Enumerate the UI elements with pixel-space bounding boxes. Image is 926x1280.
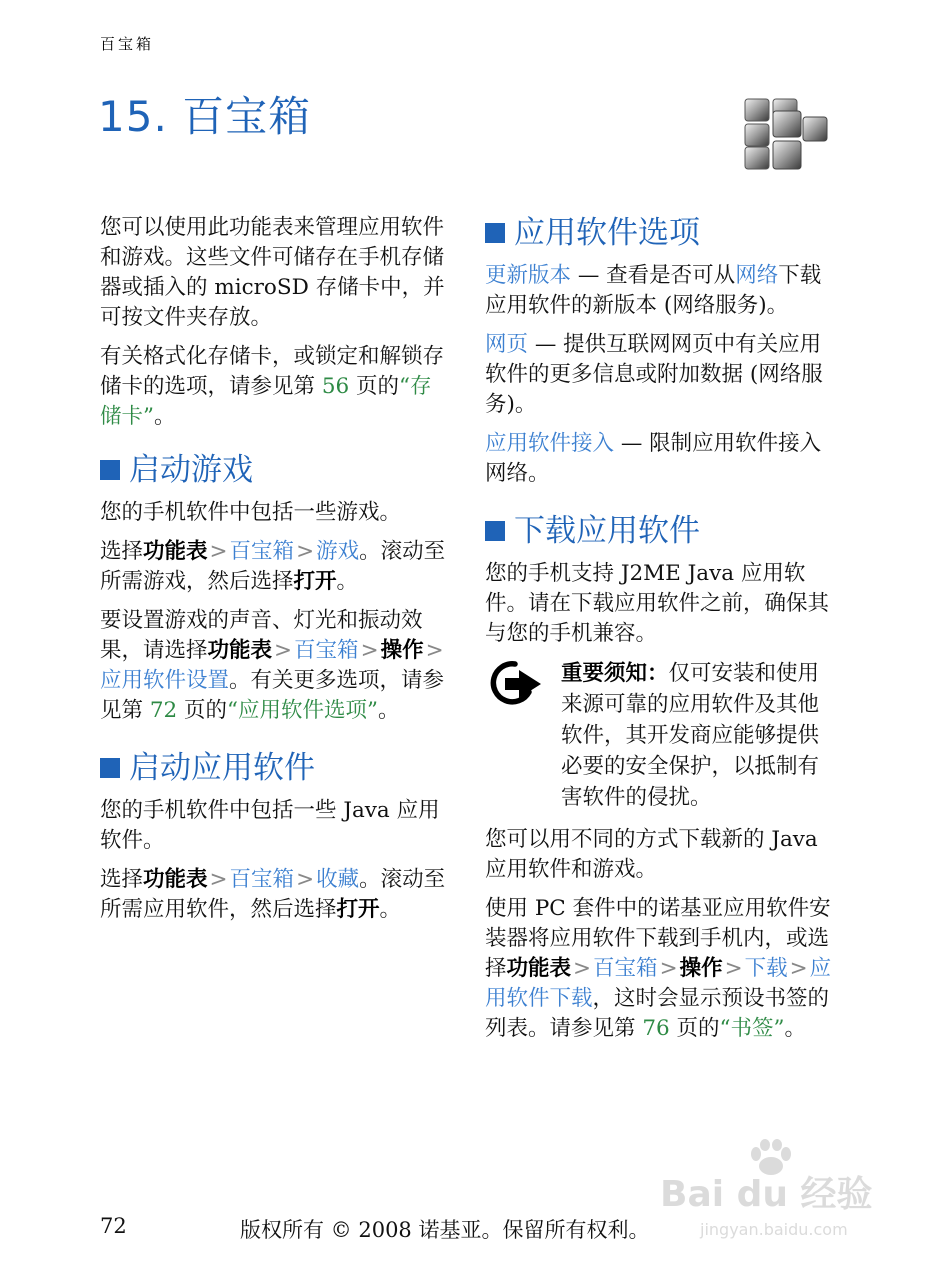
web-page-term[interactable]: 网页 <box>485 332 529 357</box>
menu-path-toolbox[interactable]: 百宝箱 <box>294 638 359 663</box>
heading-square-icon <box>100 758 120 778</box>
heading-square-icon <box>100 460 120 480</box>
option-web-page: 网页 — 提供互联网网页中有关应用软件的更多信息或附加数据 (网络服务)。 <box>485 332 823 417</box>
copyright-notice: 版权所有 © 2008 诺基亚。保留所有权利。 <box>240 1218 650 1242</box>
games-paragraph-2: 选择功能表>百宝箱>游戏。滚动至所需游戏，然后选择打开。 <box>100 539 446 594</box>
right-column <box>485 213 835 1053</box>
memory-card-reference[interactable]: “存储卡” <box>100 374 432 429</box>
apps-paragraph-1: 您的手机软件中包括一些 Java 应用软件。 <box>100 798 440 853</box>
games-paragraph-3: 要设置游戏的声音、灯光和振动效果，请选择功能表>百宝箱>操作>应用软件设置。有关更多选项，请参见第 72 页的“应用软件选项”。 <box>100 608 445 723</box>
menu-path-app-download[interactable]: 应用软件下载 <box>485 956 832 1011</box>
intro-storage-reference: 有关格式化存储卡，或锁定和解锁存储卡的选项，请参见第 56 页的“存储卡”。 <box>100 344 445 429</box>
bookmarks-reference[interactable]: “书签” <box>719 1016 785 1041</box>
download-paragraph-2: 您可以用不同的方式下载新的 Java 应用软件和游戏。 <box>485 827 818 882</box>
menu-path-download[interactable]: 下载 <box>744 956 788 981</box>
running-header: 百宝箱 <box>100 35 155 53</box>
app-options-heading: 应用软件选项 <box>485 213 835 253</box>
apps-paragraph-2: 选择功能表>百宝箱>收藏。滚动至所需应用软件，然后选择打开。 <box>100 867 446 922</box>
app-access-term[interactable]: 应用软件接入 <box>485 431 615 456</box>
heading-square-icon <box>485 223 505 243</box>
download-paragraph-1: 您的手机支持 J2ME Java 应用软件。请在下载应用软件之前，确保其与您的手机兼容。 <box>485 561 830 646</box>
download-paragraph-3: 使用 PC 套件中的诺基亚应用软件安装器将应用软件下载到手机内，或选择功能表>百宝箱>操作>下载>应用软件下载，这时会显示预设书签的列表。请参见第 76 页的“书签”。 <box>485 896 832 1041</box>
menu-path-app-settings[interactable]: 应用软件设置 <box>100 668 230 693</box>
games-heading: 启动游戏 <box>100 450 450 490</box>
apps-heading: 启动应用软件 <box>100 748 450 788</box>
menu-path-games[interactable]: 游戏 <box>316 539 360 564</box>
download-heading: 下载应用软件 <box>485 511 835 551</box>
left-column <box>100 213 450 934</box>
page-number: 72 <box>100 1214 127 1238</box>
games-paragraph-1: 您的手机软件中包括一些游戏。 <box>100 500 402 525</box>
important-notice <box>485 658 835 813</box>
menu-path-collection[interactable]: 收藏 <box>316 867 360 892</box>
option-app-access: 应用软件接入 — 限制应用软件接入网络。 <box>485 431 822 486</box>
update-version-term[interactable]: 更新版本 <box>485 263 572 288</box>
chapter-title: 15. 百宝箱 <box>98 92 312 141</box>
important-notice-icon <box>485 660 547 706</box>
toolbox-grid-icon <box>741 97 831 172</box>
baidu-watermark <box>660 1138 880 1248</box>
watermark-logo: Bai du 经验 <box>660 1174 873 1215</box>
app-options-reference[interactable]: “应用软件选项” <box>227 698 379 723</box>
option-update-version: 更新版本 — 查看是否可从网络下载应用软件的新版本 (网络服务)。 <box>485 263 822 318</box>
watermark-url: jingyan.baidu.com <box>700 1220 848 1239</box>
menu-path-toolbox[interactable]: 百宝箱 <box>593 956 658 981</box>
heading-square-icon <box>485 521 505 541</box>
menu-path-toolbox[interactable]: 百宝箱 <box>229 867 295 892</box>
intro-paragraph: 您可以使用此功能表来管理应用软件和游戏。这些文件可储存在手机存储器或插入的 microSD 存储卡中，并可按文件夹存放。 <box>100 215 445 330</box>
network-term[interactable]: 网络 <box>735 263 779 288</box>
menu-path-toolbox[interactable]: 百宝箱 <box>229 539 295 564</box>
important-notice-text: 重要须知：仅可安装和使用来源可靠的应用软件及其他软件，其开发商应能够提供必要的安全保护，以抵制有害软件的侵扰。 <box>561 661 820 810</box>
